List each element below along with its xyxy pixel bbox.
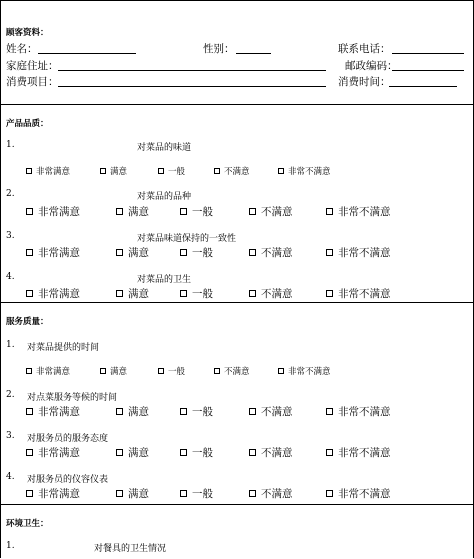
environment-heading: 环境卫生： <box>6 519 49 529</box>
gender-label: 性别： <box>203 43 235 55</box>
checkbox-icon <box>116 490 123 497</box>
option-dissatisfied[interactable]: 不满意 <box>249 204 293 219</box>
option-average[interactable]: 一般 <box>180 286 213 301</box>
option-very-dissatisfied[interactable]: 非常不满意 <box>326 404 391 419</box>
question-number: 1. <box>6 140 15 150</box>
section-divider <box>0 104 473 105</box>
address-label: 家庭住址： <box>6 60 59 72</box>
checkbox-icon <box>26 168 32 174</box>
section-divider <box>0 302 473 303</box>
option-dissatisfied[interactable]: 不满意 <box>249 404 293 419</box>
checkbox-icon <box>116 449 123 456</box>
option-very-satisfied[interactable]: 非常满意 <box>26 486 80 501</box>
option-average[interactable]: 一般 <box>180 204 213 219</box>
gender-field[interactable] <box>236 53 271 54</box>
question-text: 对菜品提供的时间 <box>27 343 100 353</box>
option-average[interactable]: 一般 <box>180 245 213 260</box>
checkbox-icon <box>158 168 164 174</box>
option-satisfied[interactable]: 满意 <box>100 165 127 177</box>
checkbox-icon <box>116 208 123 215</box>
option-average[interactable]: 一般 <box>180 486 213 501</box>
checkbox-icon <box>116 290 123 297</box>
question-text: 对菜品的卫生 <box>137 275 192 285</box>
checkbox-icon <box>249 290 256 297</box>
product-heading: 产品品质： <box>6 119 49 129</box>
checkbox-icon <box>26 290 33 297</box>
question-number: 2. <box>6 189 15 199</box>
checkbox-icon <box>26 408 33 415</box>
option-very-satisfied[interactable]: 非常满意 <box>26 165 70 177</box>
option-dissatisfied[interactable]: 不满意 <box>249 245 293 260</box>
name-label: 姓名： <box>6 43 38 55</box>
question-number: 2. <box>6 390 15 400</box>
option-very-dissatisfied[interactable]: 非常不满意 <box>326 445 391 460</box>
option-satisfied[interactable]: 满意 <box>116 404 149 419</box>
checkbox-icon <box>326 290 333 297</box>
option-very-satisfied[interactable]: 非常满意 <box>26 204 80 219</box>
checkbox-icon <box>249 408 256 415</box>
checkbox-icon <box>100 168 106 174</box>
checkbox-icon <box>278 368 284 374</box>
section-divider <box>0 504 473 505</box>
option-dissatisfied[interactable]: 不满意 <box>249 486 293 501</box>
question-number: 1. <box>6 541 15 551</box>
option-dissatisfied[interactable]: 不满意 <box>249 286 293 301</box>
checkbox-icon <box>26 368 32 374</box>
option-satisfied[interactable]: 满意 <box>116 445 149 460</box>
checkbox-icon <box>249 249 256 256</box>
address-field[interactable] <box>58 70 326 71</box>
option-very-satisfied[interactable]: 非常满意 <box>26 286 80 301</box>
service-heading: 服务质量： <box>6 317 49 327</box>
option-very-satisfied[interactable]: 非常满意 <box>26 445 80 460</box>
question-number: 4. <box>6 472 15 482</box>
checkbox-icon <box>326 408 333 415</box>
checkbox-icon <box>180 208 187 215</box>
item-field[interactable] <box>58 86 326 87</box>
checkbox-icon <box>100 368 106 374</box>
checkbox-icon <box>158 368 164 374</box>
option-average[interactable]: 一般 <box>158 365 185 377</box>
question-text: 对服务员的服务态度 <box>27 434 109 444</box>
checkbox-icon <box>116 408 123 415</box>
checkbox-icon <box>326 208 333 215</box>
item-label: 消费项目： <box>6 76 59 88</box>
question-text: 对菜品味道保持的一致性 <box>137 234 237 244</box>
option-very-dissatisfied[interactable]: 非常不满意 <box>326 245 391 260</box>
option-average[interactable]: 一般 <box>180 404 213 419</box>
checkbox-icon <box>249 208 256 215</box>
customer-heading: 顾客资料： <box>6 28 49 38</box>
checkbox-icon <box>26 208 33 215</box>
checkbox-icon <box>180 490 187 497</box>
name-field[interactable] <box>38 53 136 54</box>
option-average[interactable]: 一般 <box>158 165 185 177</box>
postcode-field[interactable] <box>392 70 464 71</box>
checkbox-icon <box>180 290 187 297</box>
question-number: 3. <box>6 231 15 241</box>
option-satisfied[interactable]: 满意 <box>116 486 149 501</box>
checkbox-icon <box>26 249 33 256</box>
phone-field[interactable] <box>392 53 464 54</box>
question-text: 对服务员的仪容仪表 <box>27 475 109 485</box>
checkbox-icon <box>26 490 33 497</box>
checkbox-icon <box>326 249 333 256</box>
option-very-dissatisfied[interactable]: 非常不满意 <box>326 286 391 301</box>
phone-label: 联系电话： <box>338 43 391 55</box>
question-number: 3. <box>6 431 15 441</box>
checkbox-icon <box>116 249 123 256</box>
option-satisfied[interactable]: 满意 <box>116 204 149 219</box>
checkbox-icon <box>278 168 284 174</box>
option-very-dissatisfied[interactable]: 非常不满意 <box>278 165 331 177</box>
option-satisfied[interactable]: 满意 <box>100 365 127 377</box>
question-text: 对菜品的味道 <box>137 143 192 153</box>
option-average[interactable]: 一般 <box>180 445 213 460</box>
option-very-dissatisfied[interactable]: 非常不满意 <box>278 365 331 377</box>
option-dissatisfied[interactable]: 不满意 <box>214 365 250 377</box>
checkbox-icon <box>326 449 333 456</box>
option-satisfied[interactable]: 满意 <box>116 286 149 301</box>
checkbox-icon <box>214 368 220 374</box>
question-number: 4. <box>6 272 15 282</box>
checkbox-icon <box>180 449 187 456</box>
option-very-satisfied[interactable]: 非常满意 <box>26 404 80 419</box>
checkbox-icon <box>180 249 187 256</box>
option-very-dissatisfied[interactable]: 非常不满意 <box>326 204 391 219</box>
checkbox-icon <box>180 408 187 415</box>
question-text: 对菜品的品种 <box>137 192 192 202</box>
option-dissatisfied[interactable]: 不满意 <box>249 445 293 460</box>
checkbox-icon <box>26 449 33 456</box>
option-very-satisfied[interactable]: 非常满意 <box>26 245 80 260</box>
checkbox-icon <box>214 168 220 174</box>
checkbox-icon <box>249 449 256 456</box>
option-satisfied[interactable]: 满意 <box>116 245 149 260</box>
time-field[interactable] <box>389 86 457 87</box>
time-label: 消费时间： <box>338 76 391 88</box>
question-text: 对餐具的卫生情况 <box>94 544 167 554</box>
question-number: 1. <box>6 340 15 350</box>
option-dissatisfied[interactable]: 不满意 <box>214 165 250 177</box>
question-text: 对点菜服务等候的时间 <box>27 393 118 403</box>
checkbox-icon <box>249 490 256 497</box>
postcode-label: 邮政编码： <box>345 60 398 72</box>
option-very-dissatisfied[interactable]: 非常不满意 <box>326 486 391 501</box>
option-very-satisfied[interactable]: 非常满意 <box>26 365 70 377</box>
checkbox-icon <box>326 490 333 497</box>
